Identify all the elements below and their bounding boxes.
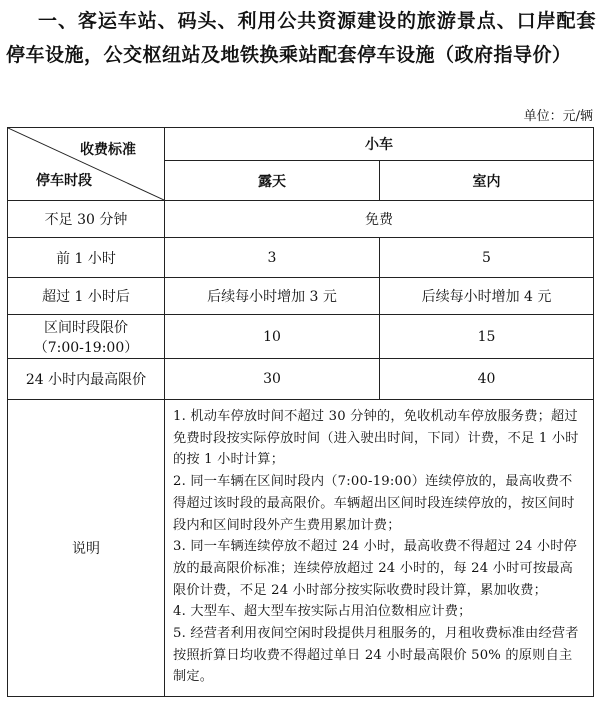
period-cell: 前 1 小时 <box>8 238 165 278</box>
fee-cell-merged: 免费 <box>165 201 594 238</box>
fee-cell-indoor: 后续每小时增加 4 元 <box>380 278 594 315</box>
col-header-outdoor: 露天 <box>165 161 380 201</box>
fee-cell-indoor: 5 <box>380 238 594 278</box>
fee-cell-indoor: 40 <box>380 359 594 400</box>
table-row <box>8 278 594 315</box>
period-cell: 超过 1 小时后 <box>8 278 165 315</box>
period-line-2: （7:00-19:00） <box>33 339 139 356</box>
fee-cell-indoor: 15 <box>380 315 594 359</box>
table-row <box>8 238 594 278</box>
unit-label: 单位：元/辆 <box>523 109 593 124</box>
period-cell: 不足 30 分钟 <box>8 201 165 238</box>
note-item: 2. 同一车辆在区间时段内（7:00-19:00）连续停放的，最高收费不得超过该时段的最高限价。车辆超出区间时段连续停放的，按区间时段内和区间时段外产生费用累加计费； <box>173 474 575 533</box>
diag-top-label: 收费标准 <box>80 142 136 158</box>
note-item: 5. 经营者利用夜间空闲时段提供月租服务的，月租收费标准由经营者按照折算日均收费不得超过单日 24 小时最高限价 50% 的原则自主制定。 <box>173 626 579 685</box>
note-item: 1. 机动车停放时间不超过 30 分钟的，免收机动车停放服务费；超过免费时段按实际停放时间（进入驶出时间，下同）计费，不足 1 小时的按 1 小时计算； <box>173 409 579 468</box>
fee-cell-outdoor: 10 <box>165 315 380 359</box>
table-row <box>8 359 594 400</box>
notes-label: 说明 <box>8 400 165 697</box>
period-cell: 24 小时内最高限价 <box>8 359 165 400</box>
note-item: 3. 同一车辆连续停放不超过 24 小时，最高收费不得超过 24 小时停放的最高限价标准；连续停放超过 24 小时的，每 24 小时可按最高限价计费，不足 24 小时部分按实际收费时段计算，累加收费； <box>173 539 577 598</box>
diag-bottom-label: 停车时段 <box>36 173 92 189</box>
col-header-indoor: 室内 <box>380 161 594 201</box>
period-cell <box>8 315 165 359</box>
table-row <box>8 201 594 238</box>
table-row <box>8 315 594 359</box>
group-header-small-car: 小车 <box>165 128 594 161</box>
period-line-1: 区间时段限价 <box>44 319 128 336</box>
fee-cell-outdoor: 3 <box>165 238 380 278</box>
fee-cell-outdoor: 30 <box>165 359 380 400</box>
page-heading: 一、客运车站、码头、利用公共资源建设的旅游景点、口岸配套停车设施，公交枢纽站及地铁换乘站配套停车设施（政府指导价） <box>6 10 596 66</box>
fee-table <box>7 127 594 697</box>
notes-row <box>8 400 594 697</box>
fee-cell-outdoor: 后续每小时增加 3 元 <box>165 278 380 315</box>
note-item: 4. 大型车、超大型车按实际占用泊位数相应计费； <box>173 604 472 620</box>
notes-cell <box>165 400 594 697</box>
diagonal-header-cell <box>8 128 165 201</box>
